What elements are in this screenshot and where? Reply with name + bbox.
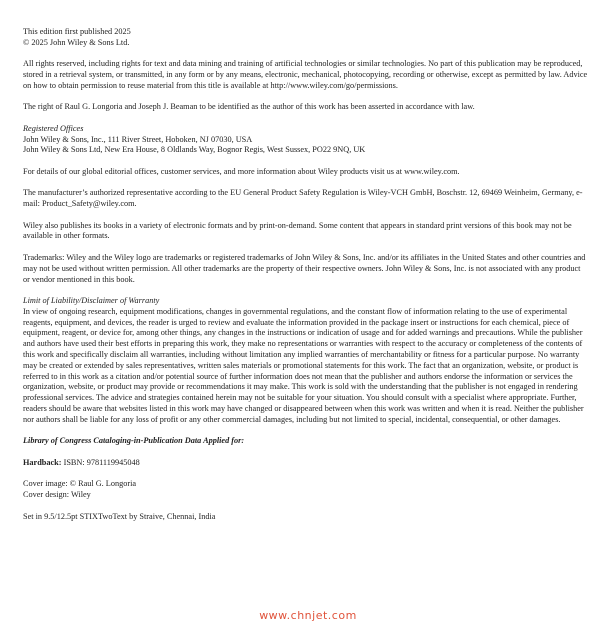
cip-heading: Library of Congress Cataloging-in-Publication Data Applied for: [23,436,245,446]
hardback-label: Hardback: [23,457,62,467]
us-office-address: John Wiley & Sons, Inc., 111 River Street, Hoboken, NJ 07030, USA [23,134,253,144]
uk-office-address: John Wiley & Sons Ltd, New Era House, 8 Oldlands Way, Bognor Regis, West Sussex, PO22 9NQ, UK [23,145,366,155]
cover-design-credit: Cover design: Wiley [23,490,91,500]
liability-heading: Limit of Liability/Disclaimer of Warranty [23,296,160,306]
hardback-line [23,458,589,469]
author-rights-paragraph: The right of Raul G. Longoria and Joseph J. Beaman to be identified as the author of this work has been asserted in accordance with law. [23,102,475,112]
liability-paragraph: In view of ongoing research, equipment modifications, changes in governmental regulations, and the constant flow of information relating to the use of experimental reagents, equipment, and devices, the reader is urged to review and evaluate the information provided in the package insert or instructions for each chemical, piece of equipment, reagent, or device for, among other things, any changes in the instructions or indication of usage and for added warnings and precautions. While the publisher and authors have used their best efforts in preparing this work, they make no representations or warranties with respect to the accuracy or completeness of the contents of this work and specifically disclaim all warranties, including without limitation any implied warranties of merchantability or fitness for a particular purpose. No warranty may be created or extended by sales representatives, written sales materials or promotional statements for this work. The fact that an organization, website, or product is referred to in this work as a citation and/or potential source of further information does not mean that the publisher and authors endorse the information or services the organization, website, or product may provide or recommendations it may make. This work is sold with the understanding that the publisher is not engaged in rendering professional services. The advice and strategies contained herein may not be suitable for your situation. You should consult with a specialist where appropriate. Further, readers should be aware that websites listed in this work may have changed or disappeared between when this work was written and when it is read. Neither the publisher nor authors shall be liable for any loss of profit or any other commercial damages, including but not limited to special, incidental, consequential, or other damages. [23,306,584,424]
typeset-line: Set in 9.5/12.5pt STIXTwoText by Straive, Chennai, India [23,511,216,521]
cover-image-credit: Cover image: © Raul G. Longoria [23,479,137,489]
trademarks-paragraph: Trademarks: Wiley and the Wiley logo are trademarks or registered trademarks of John Wiley & Sons, Inc. and/or its affiliates in the United States and other countries and may not be used without written permission. All other trademarks are the property of their respective owners. John Wiley & Sons, Inc. is not associated with any product or vendor mentioned in this book. [23,252,586,284]
formats-paragraph: Wiley also publishes its books in a variety of electronic formats and by print-on-demand. Some content that appears in standard print versions of this book may not be available in other formats. [23,220,572,241]
hardback-isbn: ISBN: 9781119945048 [63,457,140,467]
registered-offices-heading: Registered Offices [23,123,84,133]
copyright-line: © 2025 John Wiley & Sons Ltd. [23,37,130,47]
first-published-line: This edition first published 2025 [23,27,131,36]
editorial-offices-paragraph: For details of our global editorial offices, customer services, and more information about Wiley products visit us at www.wiley.com. [23,166,460,176]
rights-reserved-paragraph: All rights reserved, including rights for text and data mining and training of artificial technologies or similar technologies. No part of this publication may be reproduced, stored in a retrieval system, or transmitted, in any form or by any means, electronic, mechanical, photocopying, recording or otherwise, except as permitted by law. Advice on how to obtain permission to reuse material from this title is available at http://www.wiley.com/go/permissions. [23,59,588,90]
copyright-page [23,27,589,522]
manufacturer-paragraph: The manufacturer’s authorized representative according to the EU General Product Safety Regulation is Wiley-VCH GmbH, Boschstr. 12, 69469 Weinheim, Germany, e-mail: Product_Safety@wiley.com. [23,188,583,209]
watermark: www.chnjet.com [259,609,357,622]
